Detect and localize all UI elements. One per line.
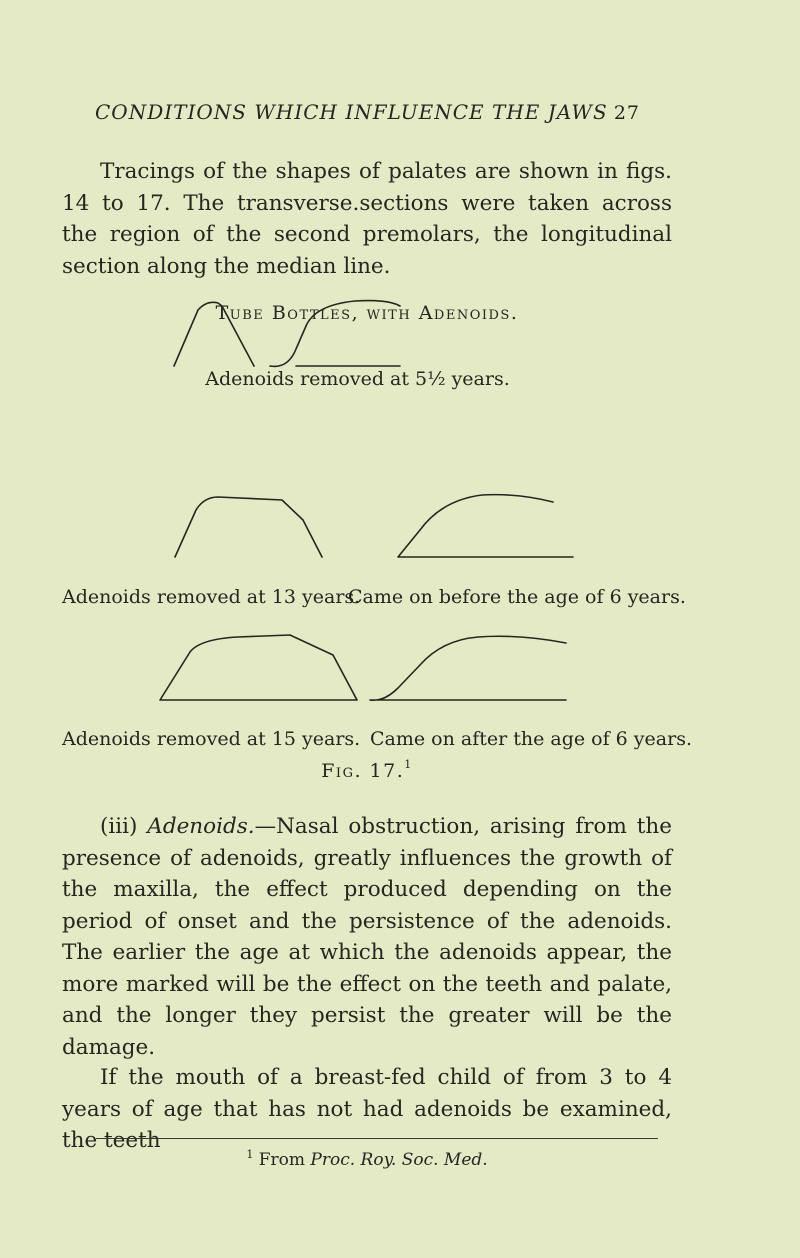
body-paragraph-1: Tracings of the shapes of palates are shown in figs. 14 to 17. The transverse.sections were taken across the region of the second premolars, the longitudinal section along the median line. bbox=[62, 159, 672, 279]
running-head bbox=[95, 100, 640, 130]
footnote bbox=[0, 1150, 734, 1170]
figure-label-text: Fig. 17. bbox=[321, 760, 405, 782]
figure-heading: Tube Bottles, with Adenoids. bbox=[215, 302, 519, 324]
section-number: (iii) bbox=[100, 814, 138, 839]
footnote-source: Proc. Roy. Soc. Med. bbox=[310, 1150, 488, 1170]
caption-row-2-right: Came on before the age of 6 years. bbox=[348, 586, 686, 608]
longitudinal-section-row-2 bbox=[398, 495, 573, 557]
footnote-mark: 1 bbox=[246, 1148, 254, 1161]
footnote-ref: 1 bbox=[404, 758, 413, 771]
body-paragraph-2 bbox=[62, 811, 672, 1063]
body-paragraph-3: If the mouth of a breast-fed child of from 3 to 4 years of age that has not had adenoids be examined, the teeth bbox=[62, 1065, 672, 1153]
transverse-section-row-3 bbox=[160, 635, 357, 700]
running-head-title: CONDITIONS WHICH INFLUENCE THE JAWS bbox=[95, 100, 608, 124]
caption-row-2-left: Adenoids removed at 13 years. bbox=[62, 586, 361, 608]
caption-row-3-right: Came on after the age of 6 years. bbox=[370, 728, 692, 750]
caption-row-3-left: Adenoids removed at 15 years. bbox=[62, 728, 361, 750]
page-number: 27 bbox=[613, 102, 640, 124]
transverse-section-row-2 bbox=[175, 497, 322, 557]
caption-row-1: Adenoids removed at 5½ years. bbox=[205, 368, 510, 390]
longitudinal-section-row-3 bbox=[370, 636, 566, 700]
footnote-prefix: From bbox=[258, 1150, 311, 1170]
section-text: —Nasal obstruction, arising from the presence of adenoids, greatly influences the growth of the maxilla, the effect produced depending on the period of onset and the persistence of the adenoids. The earlier the age at which the adenoids appear, the more marked will be the effect on the teeth and palate, and the longer they persist the greater will be the damage. bbox=[62, 814, 672, 1060]
section-heading: Adenoids. bbox=[147, 814, 255, 839]
figure-label bbox=[0, 760, 734, 782]
footnote-rule bbox=[96, 1138, 658, 1139]
